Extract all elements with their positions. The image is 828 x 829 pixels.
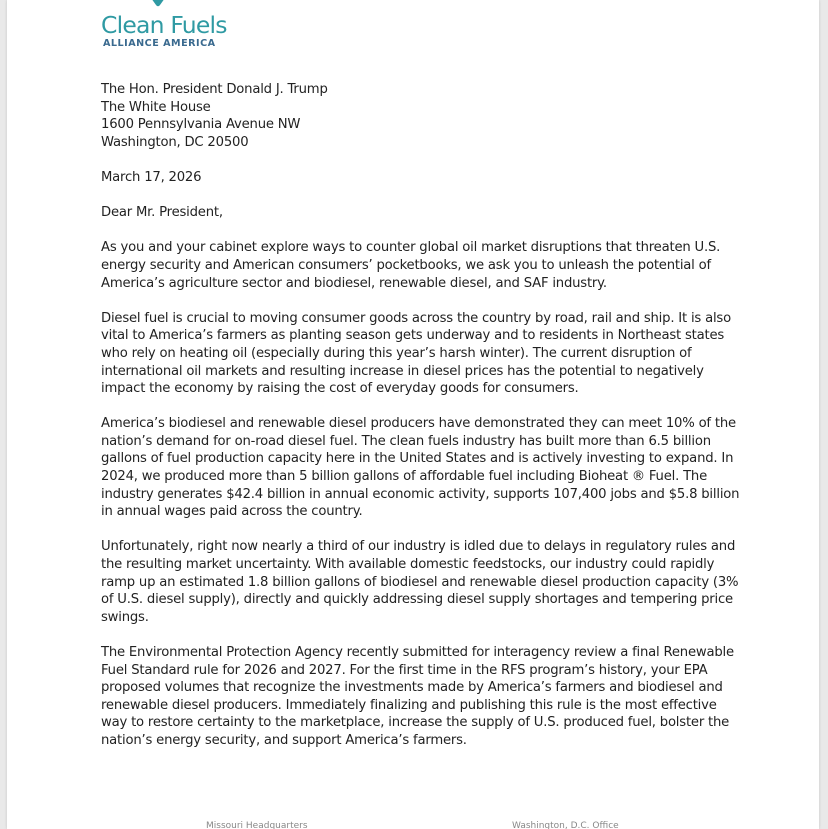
paragraph-line: 2024, we produced more than 5 billion gallons of affordable fuel including Bioheat ® Fuel. The xyxy=(101,469,707,485)
paragraph-line: swings. xyxy=(101,609,149,625)
paragraph-line: gallons of fuel production capacity here in the United States and is actively investing to expand. In xyxy=(101,451,734,467)
letter-page xyxy=(7,0,819,829)
paragraph-line: energy security and American consumers’ pocketbooks, we ask you to unleash the potential of xyxy=(101,257,711,273)
paragraph-line: nation’s energy security, and support America’s farmers. xyxy=(101,732,467,748)
paragraph-line: America’s biodiesel and renewable diesel producers have demonstrated they can meet 10% of the xyxy=(101,416,736,432)
paragraph-line: who rely on heating oil (especially during this year’s harsh winter). The current disruption of xyxy=(101,345,692,361)
salutation-text: Dear Mr. President, xyxy=(101,205,223,221)
paragraph-5 xyxy=(101,644,741,750)
letter-date xyxy=(101,169,741,187)
paragraph-2 xyxy=(101,310,741,398)
paragraph-line: vital to America’s farmers as planting season gets underway and to residents in Northeast states xyxy=(101,328,725,344)
paragraph-line: in annual wages paid across the country. xyxy=(101,504,363,520)
paragraph-3 xyxy=(101,415,741,521)
paragraph-line: the resulting market uncertainty. With available domestic feedstocks, our industry could rapidly xyxy=(101,557,715,573)
paragraph-line: ramp up an estimated 1.8 billion gallons of biodiesel and renewable diesel production capacity (3% xyxy=(101,574,739,590)
paragraph-line: of U.S. diesel supply), directly and quickly addressing diesel supply shortages and tempering price xyxy=(101,592,733,608)
address-line: The Hon. President Donald J. Trump xyxy=(101,82,328,97)
paragraph-line: renewable diesel producers. Immediately finalizing and publishing this rule is the most effective xyxy=(101,697,717,713)
paragraph-line: nation’s demand for on-road diesel fuel. The clean fuels industry has built more than 6.5 billion xyxy=(101,433,711,449)
paragraph-line: international oil markets and resulting increase in diesel prices has the potential to negatively xyxy=(101,363,704,379)
paragraph-line: Fuel Standard rule for 2026 and 2027. For the first time in the RFS program’s history, your EPA xyxy=(101,662,708,678)
paragraph-line: As you and your cabinet explore ways to counter global oil market disruptions that threaten U.S. xyxy=(101,240,721,256)
paragraph-line: Unfortunately, right now nearly a third of our industry is idled due to delays in regulatory rules and xyxy=(101,539,736,555)
paragraph-4 xyxy=(101,538,741,626)
address-line: The White House xyxy=(101,99,211,115)
paragraph-line: America’s agriculture sector and biodiesel, renewable diesel, and SAF industry. xyxy=(101,275,607,291)
letter-body xyxy=(101,81,741,767)
paragraph-line: way to restore certainty to the marketplace, increase the supply of U.S. produced fuel, bolster the xyxy=(101,715,730,731)
recipient-address xyxy=(101,81,741,151)
paragraph-line: industry generates $42.4 billion in annual economic activity, supports 107,400 jobs and $5.8 billion xyxy=(101,486,740,502)
date-text: March 17, 2026 xyxy=(101,169,202,185)
footer-dc-office: Washington, D.C. Office xyxy=(512,821,619,829)
address-line: 1600 Pennsylvania Avenue NW xyxy=(101,117,301,133)
paragraph-line: The Environmental Protection Agency recently submitted for interagency review a final Renewable xyxy=(101,645,734,660)
paragraph-1 xyxy=(101,239,741,292)
logo-subtitle: ALLIANCE AMERICA xyxy=(103,38,216,49)
address-line: Washington, DC 20500 xyxy=(101,134,249,150)
paragraph-line: proposed volumes that recognize the investments made by America’s farmers and biodiesel and xyxy=(101,680,723,696)
footer-missouri-hq: Missouri Headquarters xyxy=(206,821,308,829)
paragraph-line: Diesel fuel is crucial to moving consumer goods across the country by road, rail and ship. It is also xyxy=(101,310,731,326)
logo-name: Clean Fuels xyxy=(101,11,227,39)
logo-drop-icon xyxy=(151,0,165,7)
salutation xyxy=(101,204,741,222)
paragraph-line: impact the economy by raising the cost of everyday goods for consumers. xyxy=(101,381,579,397)
